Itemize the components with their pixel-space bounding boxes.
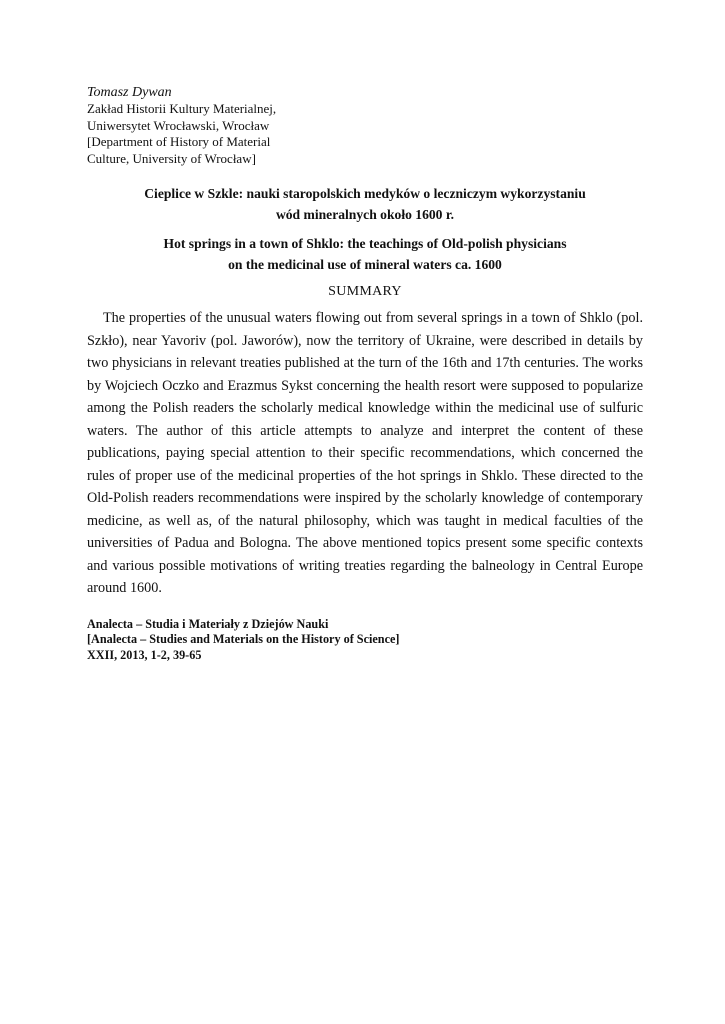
author-block [87, 84, 643, 167]
summary-paragraph: The properties of the unusual waters flowing out from several springs in a town of Shklo (pol. Szkło), near Yavoriv (pol. Jaworów), now the territory of Ukraine, were described in details by two physicians in relevant treaties published at the turn of the 16th and 17th centuries. The works by Wojciech Oczko and Erazmus Sykst concerning the health resort were supposed to popularize among the Polish readers the scholarly medical knowledge within the medicinal use of sulfuric waters. The author of this article attempts to analyze and interpret the content of these publications, paying special attention to their specific recommendations, which concerned the rules of proper use of the medicinal properties of the hot springs in Shklo. These directed to the Old-Polish readers recommendations were inspired by the scholarly knowledge of contemporary medicine, as well as, of the natural philosophy, which was taught in medical faculties of the universities of Padua and Bologna. The above mentioned topics present some specific contexts and various possible motivations of writing treaties regarding the balneology in Central Europe around 1600. [87, 310, 643, 596]
title-polish-line: wód mineralnych około 1600 r. [275, 206, 455, 222]
summary-heading: SUMMARY [328, 284, 402, 299]
journal-title-english: [Analecta – Studies and Materials on the History of Science] [87, 632, 400, 647]
title-english [87, 234, 643, 275]
article-page [87, 84, 643, 664]
affiliation-line: Culture, University of Wrocław] [87, 150, 256, 166]
journal-title-polish: Analecta – Studia i Materiały z Dziejów Nauki [87, 616, 329, 631]
affiliation-line: [Department of History of Material [87, 134, 271, 149]
author-name: Tomasz Dywan [87, 85, 172, 100]
title-english-line: Hot springs in a town of Shklo: the teachings of Old-polish physicians [163, 236, 567, 251]
citation: XXII, 2013, 1-2, 39-65 [87, 648, 202, 663]
affiliation-line: Zakład Historii Kultury Materialnej, [87, 101, 277, 116]
title-english-line: on the medicinal use of mineral waters ca. 1600 [228, 256, 502, 272]
source-block [87, 617, 643, 664]
title-polish-line: Cieplice w Szkle: nauki staropolskich medyków o leczniczym wykorzystaniu [144, 186, 586, 201]
title-polish [87, 184, 643, 225]
affiliation-line: Uniwersytet Wrocławski, Wrocław [87, 117, 270, 133]
